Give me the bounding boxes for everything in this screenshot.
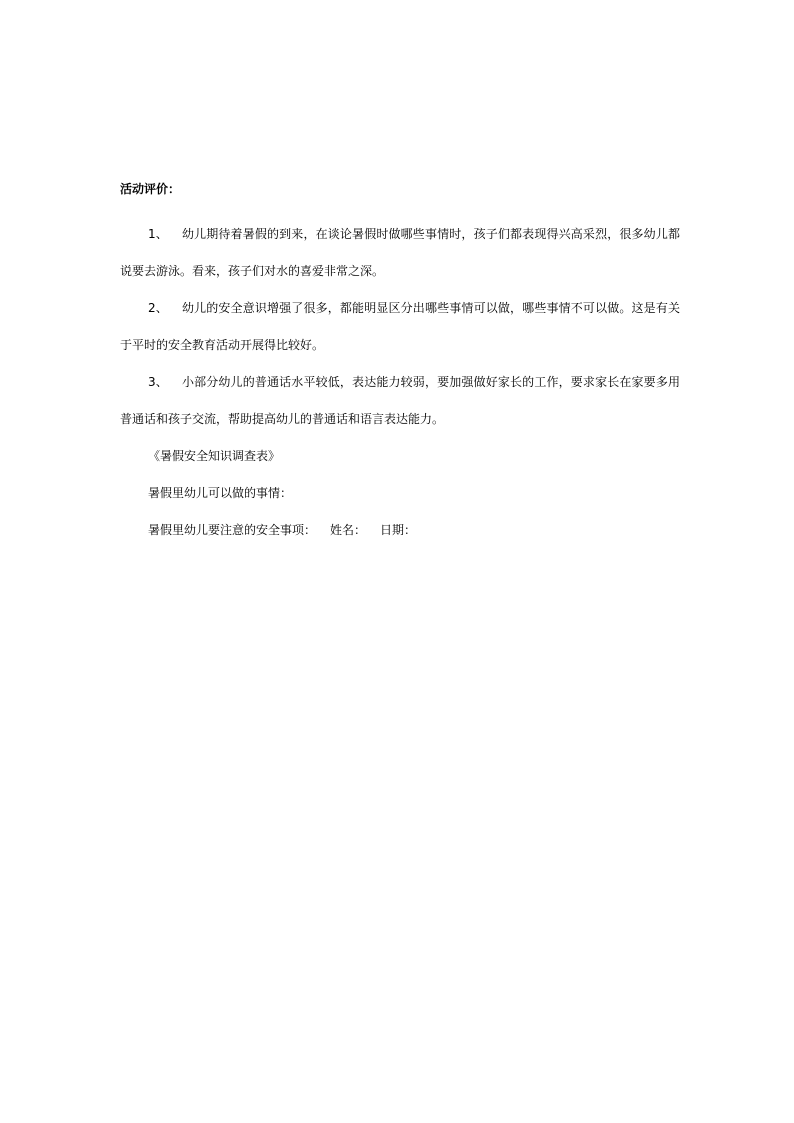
item-text: 幼儿期待着暑假的到来，在谈论暑假时做哪些事情时，孩子们都表现得兴高采烈，很多幼儿都说要去游泳。看来，孩子们对水的喜爱非常之深。 [120, 227, 680, 278]
item-number: 2、 [148, 301, 168, 315]
item-text: 小部分幼儿的普通话水平较低，表达能力较弱，要加强做好家长的工作，要求家长在家要多用普通话和孩子交流，帮助提高幼儿的普通话和语言表达能力。 [120, 375, 680, 426]
date-label: 日期： [380, 523, 417, 537]
safety-label: 暑假里幼儿要注意的安全事项： [148, 523, 317, 537]
item-number: 1、 [148, 227, 168, 241]
item-text: 幼儿的安全意识增强了很多，都能明显区分出哪些事情可以做，哪些事情不可以做。这是有关于平时的安全教育活动开展得比较好。 [120, 301, 680, 352]
name-label: 姓名： [330, 523, 367, 537]
evaluation-item-3 [120, 364, 680, 438]
item-number: 3、 [148, 375, 168, 389]
section-heading: 活动评价： [120, 182, 181, 196]
survey-title: 《暑假安全知识调查表》 [148, 449, 281, 463]
evaluation-item-1 [120, 216, 680, 290]
survey-line-safety [120, 512, 680, 549]
evaluation-item-2 [120, 290, 680, 364]
document-content [120, 179, 680, 549]
survey-line-allowed: 暑假里幼儿可以做的事情： [148, 486, 293, 500]
